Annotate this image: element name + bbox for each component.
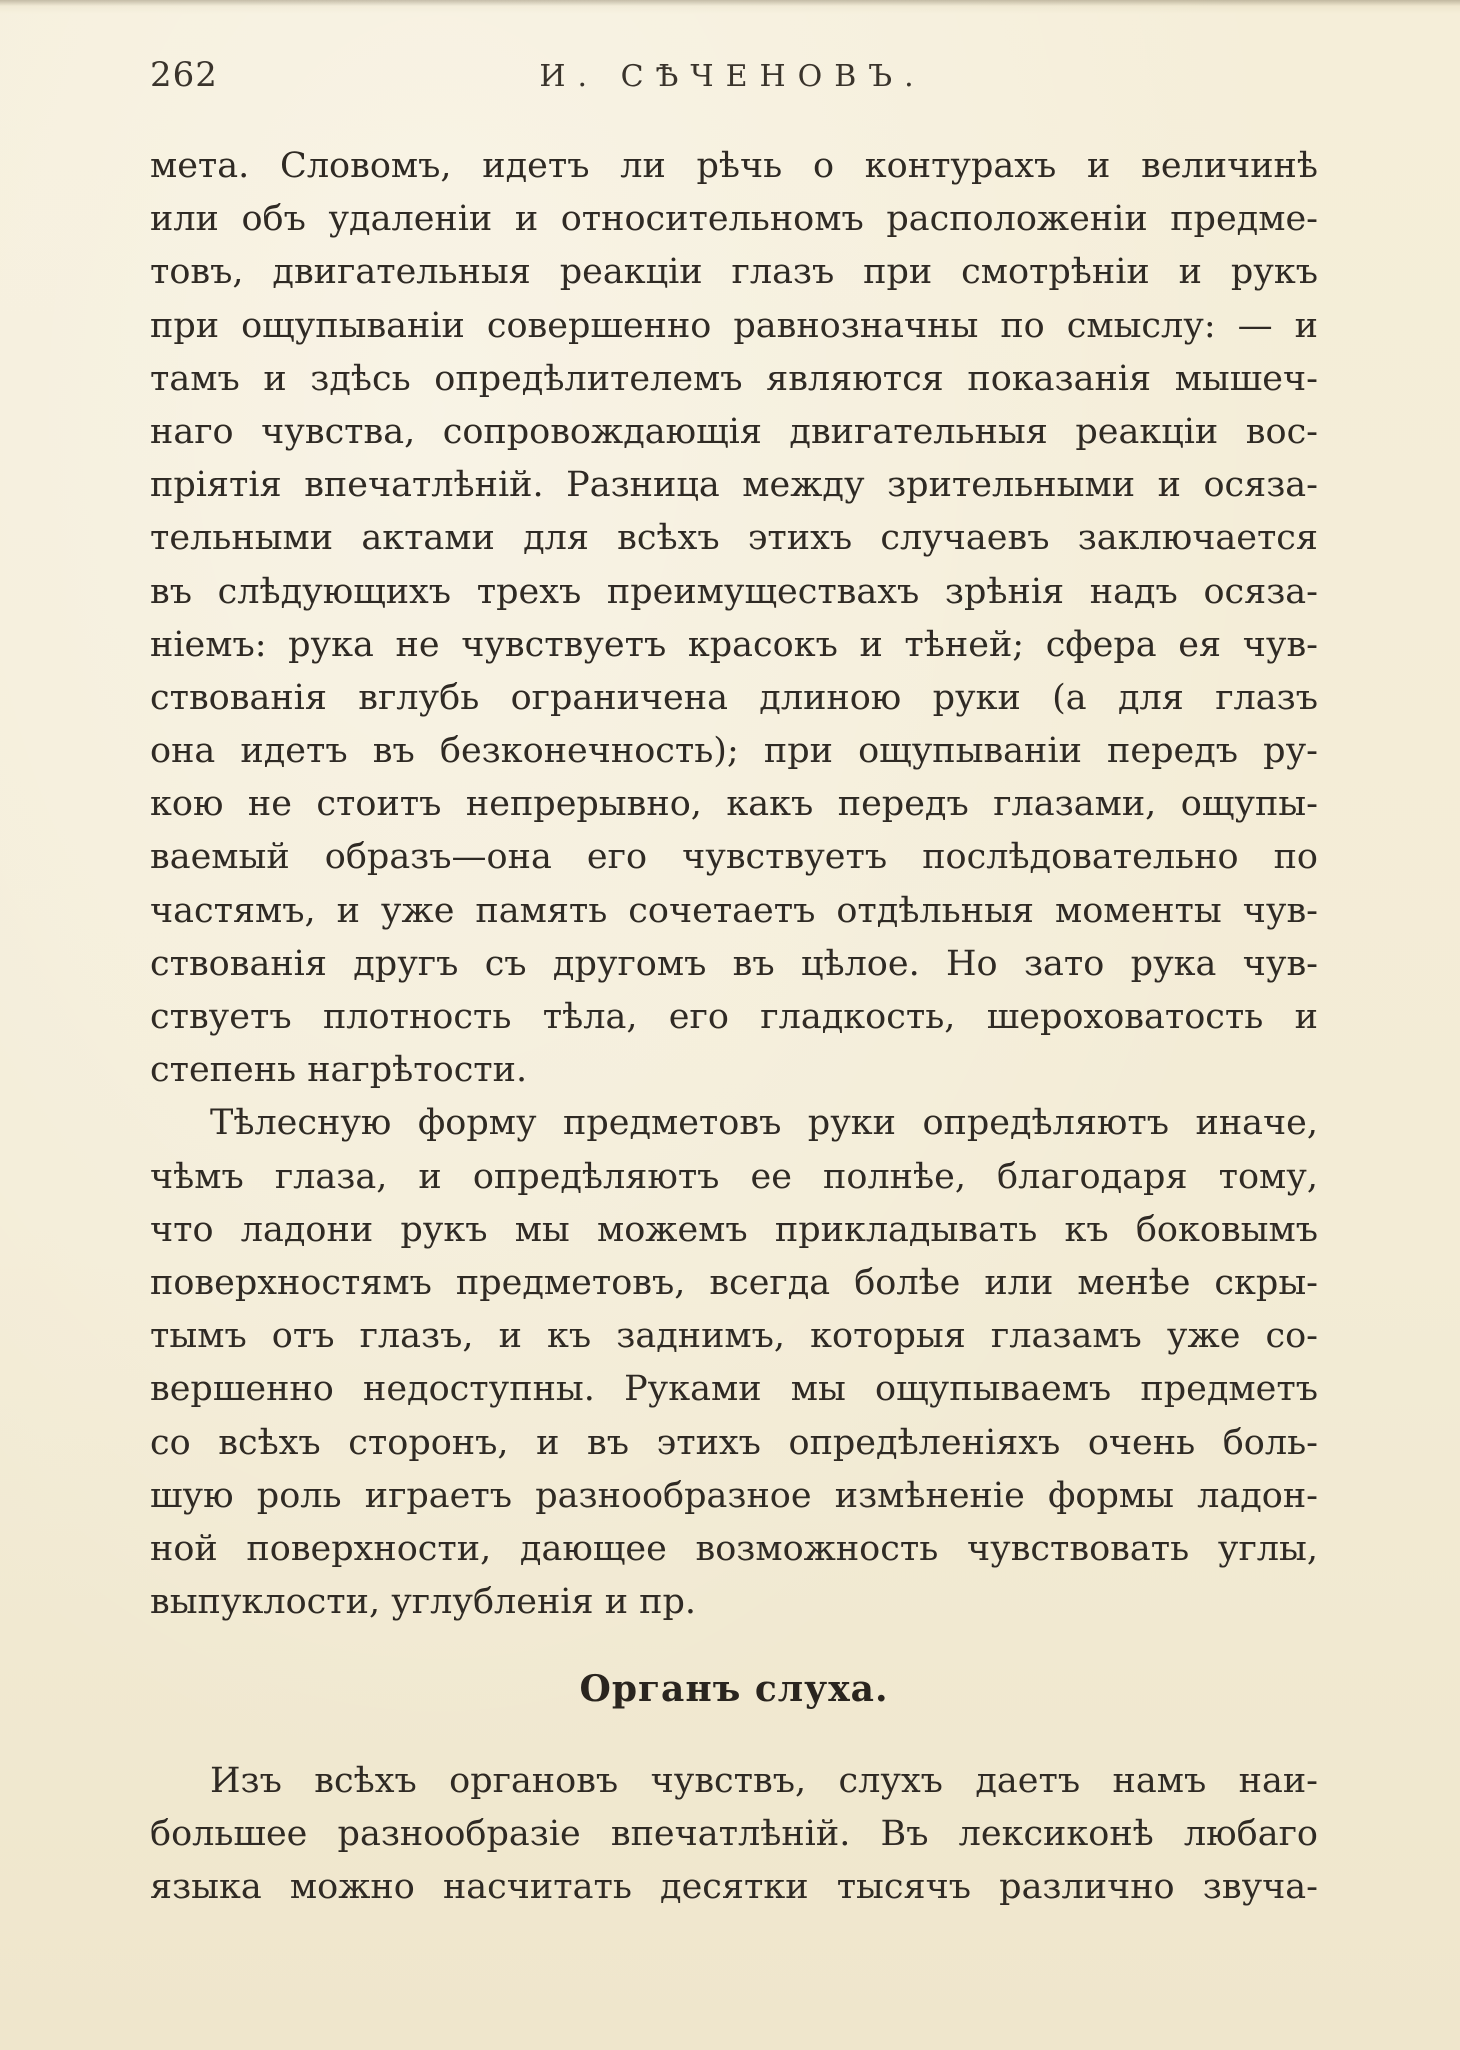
paragraph-1 <box>150 140 1318 1097</box>
text-line: выпуклости, углубленія и пр. <box>150 1582 697 1623</box>
text-line: или объ удаленiи и относительномъ расположенiи предме- <box>150 199 1318 240</box>
section-heading: Органъ слуха. <box>579 1668 889 1710</box>
text-line: что ладони рукъ мы можемъ прикладывать къ боковымъ <box>150 1209 1318 1250</box>
text-line: при ощупыванiи совершенно равнозначны по смыслу: — и <box>150 305 1318 346</box>
text-line: степень нагрѣтости. <box>150 1050 528 1091</box>
text-line: тымъ отъ глазъ, и къ заднимъ, которыя глазамъ уже со- <box>150 1316 1318 1357</box>
body-text-continued <box>150 1755 1318 1915</box>
text-line: со всѣхъ сторонъ, и въ этихъ опредѣленіяхъ очень боль- <box>150 1422 1318 1463</box>
text-line: тамъ и здѣсь опредѣлителемъ являются показанія мышеч- <box>150 358 1318 399</box>
text-line: языка можно насчитать десятки тысячъ различно звуча- <box>150 1867 1318 1908</box>
text-line: въ слѣдующихъ трехъ преимуществахъ зрѣнія надъ осяза- <box>150 571 1318 612</box>
text-line: пріятія впечатлѣній. Разница между зрительными и осяза- <box>150 465 1318 506</box>
page-number: 262 <box>150 55 218 95</box>
text-line: частямъ, и уже память сочетаетъ отдѣльныя моменты чув- <box>150 890 1318 931</box>
paragraph-2 <box>150 1097 1318 1629</box>
text-line: поверхностямъ предметовъ, всегда болѣе или менѣе скры- <box>150 1262 1318 1303</box>
page-header <box>150 55 1315 105</box>
text-line: она идетъ въ безконечность); при ощупыванiи передъ ру- <box>150 731 1318 772</box>
text-line: Изъ всѣхъ органовъ чувствъ, слухъ даетъ намъ наи- <box>210 1761 1318 1801</box>
page-top-edge <box>0 0 1460 6</box>
text-line: ной поверхности, дающее возможность чувствовать углы, <box>150 1528 1318 1569</box>
body-text <box>150 140 1318 1629</box>
text-line: большее разнообразіе впечатлѣній. Въ лексиконѣ любаго <box>150 1814 1318 1855</box>
text-line: ствованія вглубь ограничена длиною руки (а для глазъ <box>150 677 1318 718</box>
text-line: шую роль играетъ разнообразное измѣненіе формы ладон- <box>150 1475 1318 1516</box>
running-head: И. СѢЧЕНОВЪ. <box>539 59 926 94</box>
text-line: тельными актами для всѣхъ этихъ случаевъ заключается <box>150 518 1318 559</box>
text-line: вершенно недоступны. Руками мы ощупываемъ предметъ <box>150 1369 1318 1410</box>
text-line: Тѣлесную форму предметовъ руки опредѣляютъ иначе, <box>210 1103 1318 1144</box>
text-line: наго чувства, сопровождающія двигательныя реакцiи вос- <box>150 411 1318 452</box>
text-line: ствованія другъ съ другомъ въ цѣлое. Но зато рука чув- <box>150 943 1318 984</box>
text-line: чѣмъ глаза, и опредѣляютъ ее полнѣе, благодаря тому, <box>150 1156 1318 1197</box>
text-line: ствуетъ плотность тѣла, его гладкость, шероховатость и <box>150 997 1318 1037</box>
text-line: ваемый образъ—она его чувствуетъ послѣдовательно по <box>150 837 1318 878</box>
text-line: кою не стоитъ непрерывно, какъ передъ глазами, ощупы- <box>150 784 1318 825</box>
paragraph-3 <box>150 1755 1318 1915</box>
text-line: мета. Словомъ, идетъ ли рѣчь о контурахъ и величинѣ <box>150 146 1318 186</box>
text-line: товъ, двигательныя реакцiи глазъ при смотрѣнiи и рукъ <box>150 252 1318 293</box>
text-line: ніемъ: рука не чувствуетъ красокъ и тѣней; сфера ея чув- <box>150 624 1318 665</box>
